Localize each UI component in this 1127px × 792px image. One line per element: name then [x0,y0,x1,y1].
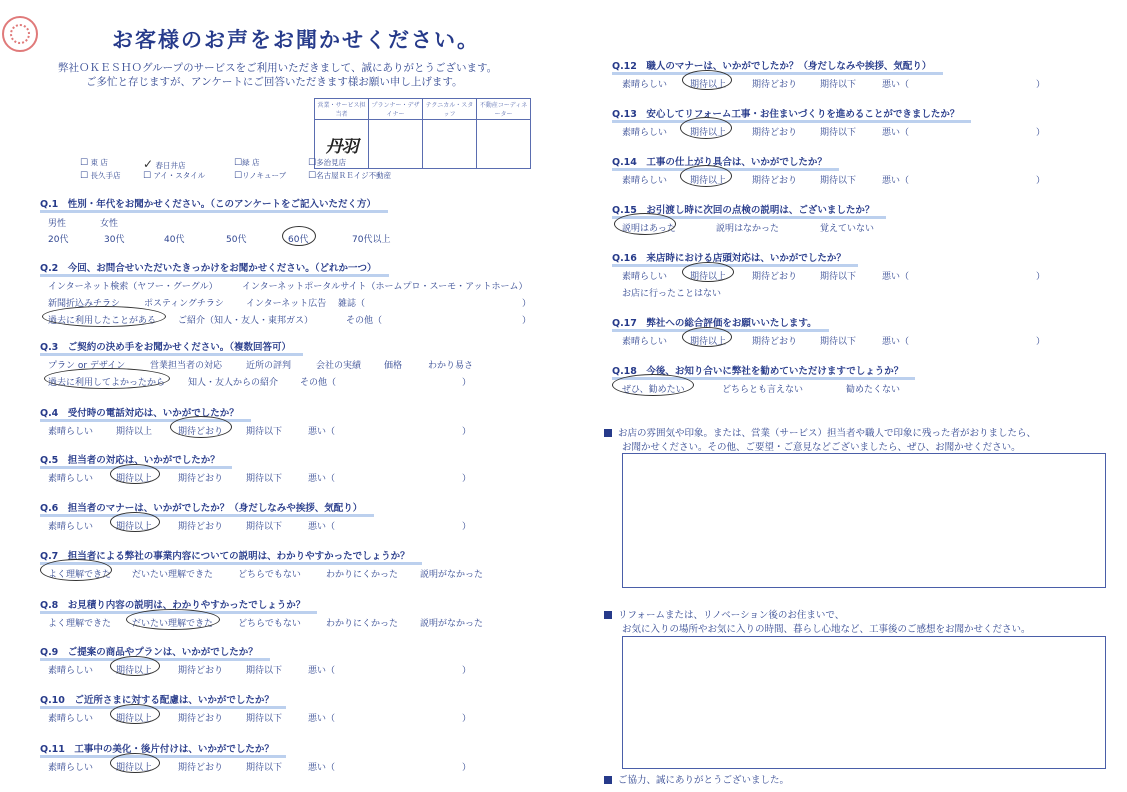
q1-answer-circle [282,226,316,246]
q9-option-below[interactable]: 期待以下 [246,666,283,676]
q13-option-bad[interactable]: 悪い（ [882,128,910,138]
staff-header-realestate: 不動産コーディネーター [477,99,531,120]
checkbox-icon: ☐ [143,171,152,181]
q6-option-below[interactable]: 期待以下 [246,522,283,532]
q11-option-above[interactable]: 期待以上 [116,763,153,773]
store-option-istyle[interactable] [143,170,205,181]
q4-option-below[interactable]: 期待以下 [246,427,283,437]
q2-option-other[interactable]: その他（ [346,316,383,326]
q1-option-female[interactable]: 女性 [100,219,119,229]
question-3: Q.3 ご契約の決め手をお聞かせください。（複数回答可） [40,339,291,353]
q12-option-above[interactable]: 期待以上 [690,80,727,90]
store-option-tajimi[interactable] [308,157,346,168]
q1-option-60s[interactable]: 60代 [288,235,309,245]
q3-option-clarity[interactable]: わかり易さ [428,361,474,371]
staff-header-technical: テクニカル・スタッフ [423,99,477,120]
q6-option-above[interactable]: 期待以上 [116,522,153,532]
q1-option-20s[interactable]: 20代 [48,235,69,245]
q13-option-as-expected[interactable]: 期待どおり [752,128,798,138]
q5-option-above[interactable]: 期待以上 [116,474,153,484]
q16-option-above[interactable]: 期待以上 [690,272,727,282]
store-option-nagoya-realestate[interactable] [308,170,391,181]
q5-bad-close: ） [462,474,472,484]
question-4: Q.4 受付時の電話対応は、いかがでしたか？ [40,405,239,419]
q8-option-unclear[interactable]: わかりにくかった [326,619,399,629]
q10-option-bad[interactable]: 悪い（ [308,714,336,724]
q17-option-excellent[interactable]: 素晴らしい [622,337,668,347]
q18-option-neutral[interactable]: どちらとも言えない [722,385,804,395]
q8-option-none[interactable]: 説明がなかった [420,619,484,629]
question-11: Q.11 工事中の美化・後片付けは、いかがでしたか？ [40,741,274,755]
q7-option-neutral[interactable]: どちらでもない [238,570,301,580]
q6-bad-close: ） [462,522,472,532]
store-option-higashi[interactable] [80,157,108,168]
comment2-textarea[interactable] [622,636,1106,769]
q4-option-above[interactable]: 期待以上 [116,427,153,437]
q11-bad-close: ） [462,763,472,773]
staff-table [314,98,531,169]
q2-option-web-ad[interactable]: インターネット広告 [246,299,327,309]
q17-answer-circle [682,327,732,347]
checkbox-icon: ☐ [234,158,243,168]
q3-option-price[interactable]: 価格 [384,361,403,371]
comment1-prompt [604,425,1036,439]
store-label: 緑 店 [242,158,260,167]
q3-other-close: ） [462,378,472,388]
q3-option-track-record[interactable]: 会社の実績 [316,361,362,371]
q13-option-excellent[interactable]: 素晴らしい [622,128,668,138]
question-9: Q.9 ご提案の商品やプランは、いかがでしたか？ [40,644,258,658]
comment1-textarea[interactable] [622,453,1106,588]
store-label: 東 店 [90,158,108,167]
checkbox-icon: ☐ [308,158,317,168]
question-16: Q.16 来店時における店頭対応は、いかがでしたか？ [612,250,846,264]
q16-answer-circle [682,262,734,282]
q15-option-not-explained[interactable]: 説明はなかった [716,224,780,234]
q12-option-bad[interactable]: 悪い（ [882,80,910,90]
q2-other-close: ） [522,316,532,326]
question-10: Q.10 ご近所さまに対する配慮は、いかがでしたか？ [40,692,274,706]
q11-option-as-expected[interactable]: 期待どおり [178,763,224,773]
q7-option-mostly[interactable]: だいたい理解できた [132,570,214,580]
closing-text: ご協力、誠にありがとうございました。 [618,775,790,786]
q7-option-fully[interactable]: よく理解できた [48,570,112,580]
square-bullet-icon [604,776,612,784]
store-option-renocube[interactable] [234,170,286,181]
store-label: 春日井店 [155,161,186,170]
q13-option-below[interactable]: 期待以下 [820,128,857,138]
q16-option-excellent[interactable]: 素晴らしい [622,272,668,282]
staff-header-planner: プランナー・デザイナー [369,99,423,120]
q14-option-above[interactable]: 期待以上 [690,176,727,186]
store-label: リノキューブ [242,171,287,180]
comment2-prompt [604,607,844,621]
q2-option-portal[interactable]: インターネットポータルサイト（ホームプロ・スーモ・アットホーム） [242,282,528,292]
q18-option-recommend[interactable]: ぜひ、勧めたい [622,385,685,395]
seal-stamp [2,16,38,52]
store-label: 多治見店 [316,158,347,167]
square-bullet-icon [604,429,612,437]
q12-answer-circle [682,70,732,90]
staff-header-sales: 営業・サービス担当者 [315,99,369,120]
q18-option-not-recommend[interactable]: 勧めたくない [846,385,901,395]
checkbox-icon: ☐ [80,158,89,168]
q17-bad-close: ） [1036,337,1046,347]
q17-option-below[interactable]: 期待以下 [820,337,857,347]
q17-option-above[interactable]: 期待以上 [690,337,727,347]
question-12: Q.12 職人のマナーは、いかがでしたか？（身だしなみや挨拶、気配り） [612,58,931,72]
q10-option-below[interactable]: 期待以下 [246,714,283,724]
staff-cell-planner[interactable] [369,120,423,169]
intro-line-1: 弊社ＯＫＥＳＨＯグループのサービスをご利用いただきまして、誠にありがとうございます。 [58,62,498,74]
closing-note [604,772,789,786]
q11-option-bad[interactable]: 悪い（ [308,763,336,773]
q1-option-40s[interactable]: 40代 [164,235,185,245]
q14-option-below[interactable]: 期待以下 [820,176,857,186]
q16-option-never-visited[interactable]: お店に行ったことはない [622,289,722,299]
q14-option-as-expected[interactable]: 期待どおり [752,176,798,186]
q10-option-above[interactable]: 期待以上 [116,714,153,724]
q18-answer-circle [612,374,694,396]
q16-option-as-expected[interactable]: 期待どおり [752,272,798,282]
store-label: 名古屋ＲＥイジ不動産 [316,171,392,180]
q8-answer-circle [126,609,220,630]
q16-option-below[interactable]: 期待以下 [820,272,857,282]
staff-signature: 丹羽 [325,136,358,157]
q2-option-referral[interactable]: ご紹介（知人・友人・東邦ガス） [178,316,314,326]
q4-option-excellent[interactable]: 素晴らしい [48,427,94,437]
q14-option-excellent[interactable]: 素晴らしい [622,176,668,186]
q8-option-mostly[interactable]: だいたい理解できた [132,619,214,629]
q3-option-plan[interactable]: プラン or デザイン [48,361,126,371]
q4-option-bad[interactable]: 悪い（ [308,427,336,437]
comment1-line-1: お店の雰囲気や印象。または、営業（サービス）担当者や職人で印象に残った者がおりましたら、 [618,428,1037,439]
q3-answer-circle [44,368,170,389]
square-bullet-icon [604,611,612,619]
q6-answer-circle [110,512,160,532]
store-label: 長久手店 [90,171,121,180]
q1-option-70s[interactable]: 70代以上 [352,235,391,245]
q8-option-neutral[interactable]: どちらでもない [238,619,301,629]
q2-option-past-use[interactable]: 過去に利用したことがある [48,316,157,326]
q2-answer-circle [42,306,166,327]
q2-magazine-close: ） [522,299,532,309]
q1-option-50s[interactable]: 50代 [226,235,247,245]
q14-answer-circle [680,165,732,187]
staff-cell-technical[interactable] [423,120,477,169]
q5-option-bad[interactable]: 悪い（ [308,474,336,484]
q12-option-below[interactable]: 期待以下 [820,80,857,90]
q14-bad-close: ） [1036,176,1046,186]
q17-option-as-expected[interactable]: 期待どおり [752,337,798,347]
store-option-kasugai[interactable] [143,157,185,171]
q12-option-as-expected[interactable]: 期待どおり [752,80,798,90]
q2-option-magazine[interactable]: 雑誌（ [338,299,366,309]
q13-option-above[interactable]: 期待以上 [690,128,727,138]
q1-option-male[interactable]: 男性 [48,219,67,229]
checkbox-icon: ☐ [80,171,89,181]
q16-bad-close: ） [1036,272,1046,282]
q3-option-referral[interactable]: 知人・友人からの紹介 [188,378,279,388]
store-option-midori[interactable] [234,157,259,168]
q9-option-excellent[interactable]: 素晴らしい [48,666,94,676]
question-18: Q.18 今後、お知り合いに弊社を勧めていただけますでしょうか？ [612,363,903,377]
checkbox-icon: ☐ [234,171,243,181]
question-8: Q.8 お見積り内容の説明は、わかりやすかったでしょうか？ [40,597,305,611]
q10-bad-close: ） [462,714,472,724]
comment1-line-2: お聞かせください。その他、ご要望・ご意見などございましたら、ぜひ、お聞かせください。 [622,442,1021,453]
staff-cell-realestate[interactable] [477,120,531,169]
checkmark-icon: ✓ [143,157,154,171]
q12-option-excellent[interactable]: 素晴らしい [622,80,668,90]
intro-line-2: ご多忙と存じますが、アンケートにご回答いただきます様お願い申し上げます。 [86,76,463,88]
q11-option-excellent[interactable]: 素晴らしい [48,763,94,773]
q6-option-excellent[interactable]: 素晴らしい [48,522,94,532]
q9-bad-close: ） [462,666,472,676]
q9-answer-circle [110,656,160,676]
q3-option-past-use[interactable]: 過去に利用してよかったから [48,378,166,388]
question-2: Q.2 今回、お問合せいただいたきっかけをお聞かせください。（どれか一つ） [40,260,377,274]
q9-option-above[interactable]: 期待以上 [116,666,153,676]
q2-option-search[interactable]: インターネット検索（ヤフー・グーグル） [48,282,218,292]
q3-option-reputation[interactable]: 近所の評判 [246,361,292,371]
question-13: Q.13 安心してリフォーム工事・お住まいづくりを進めることができましたか？ [612,106,959,120]
question-6: Q.6 担当者のマナーは、いかがでしたか？（身だしなみや挨拶、気配り） [40,500,362,514]
q11-answer-circle [110,753,160,773]
page-title: お客様のお声をお聞かせください。 [112,28,480,52]
q5-option-below[interactable]: 期待以下 [246,474,283,484]
question-14: Q.14 工事の仕上がり具合は、いかがでしたか？ [612,154,827,168]
q13-answer-circle [680,117,732,139]
q14-option-bad[interactable]: 悪い（ [882,176,910,186]
q5-option-as-expected[interactable]: 期待どおり [178,474,224,484]
comment2-line-2: お気に入りの場所やお気に入りの時間、暮らし心地など、工事後のご感想をお聞かせください。 [622,624,1031,635]
q7-option-none[interactable]: 説明がなかった [420,570,484,580]
q12-bad-close: ） [1036,80,1046,90]
q2-option-posting[interactable]: ポスティングチラシ [144,299,224,309]
q10-option-excellent[interactable]: 素晴らしい [48,714,94,724]
q10-answer-circle [110,704,160,724]
store-label: アイ・スタイル [153,171,206,180]
q16-option-bad[interactable]: 悪い（ [882,272,910,282]
q9-option-as-expected[interactable]: 期待どおり [178,666,224,676]
q7-answer-circle [40,559,112,581]
q11-option-below[interactable]: 期待以下 [246,763,283,773]
question-7: Q.7 担当者による弊社の事業内容についての説明は、わかりやすかったでしょうか？ [40,548,410,562]
question-17: Q.17 弊社への総合評価をお願いいたします。 [612,315,817,329]
q4-option-as-expected[interactable]: 期待どおり [178,427,224,437]
q7-option-unclear[interactable]: わかりにくかった [326,570,399,580]
q17-option-bad[interactable]: 悪い（ [882,337,910,347]
q3-option-other[interactable]: その他（ [300,378,337,388]
q15-answer-circle [614,213,676,235]
checkbox-icon: ☐ [308,171,317,181]
q3-option-sales[interactable]: 営業担当者の対応 [150,361,223,371]
question-5: Q.5 担当者の対応は、いかがでしたか？ [40,452,220,466]
q8-option-fully[interactable]: よく理解できた [48,619,112,629]
store-option-nagakute[interactable] [80,170,120,181]
q13-bad-close: ） [1036,128,1046,138]
question-1: Q.1 性別・年代をお聞かせください。（このアンケートをご記入いただく方） [40,196,376,210]
comment2-line-1: リフォームまたは、リノベーション後のお住まいで、 [618,610,845,621]
q5-option-excellent[interactable]: 素晴らしい [48,474,94,484]
question-15: Q.15 お引渡し時に次回の点検の説明は、ございましたか？ [612,202,874,216]
q4-answer-circle [170,416,232,438]
q15-option-dont-remember[interactable]: 覚えていない [820,224,875,234]
q4-bad-close: ） [462,427,472,437]
q5-answer-circle [110,464,160,484]
q10-option-as-expected[interactable]: 期待どおり [178,714,224,724]
q6-option-as-expected[interactable]: 期待どおり [178,522,224,532]
q15-option-explained[interactable]: 説明はあった [622,224,676,234]
q9-option-bad[interactable]: 悪い（ [308,666,336,676]
q1-option-30s[interactable]: 30代 [104,235,125,245]
q2-option-newspaper[interactable]: 新聞折込みチラシ [48,299,121,309]
q6-option-bad[interactable]: 悪い（ [308,522,336,532]
